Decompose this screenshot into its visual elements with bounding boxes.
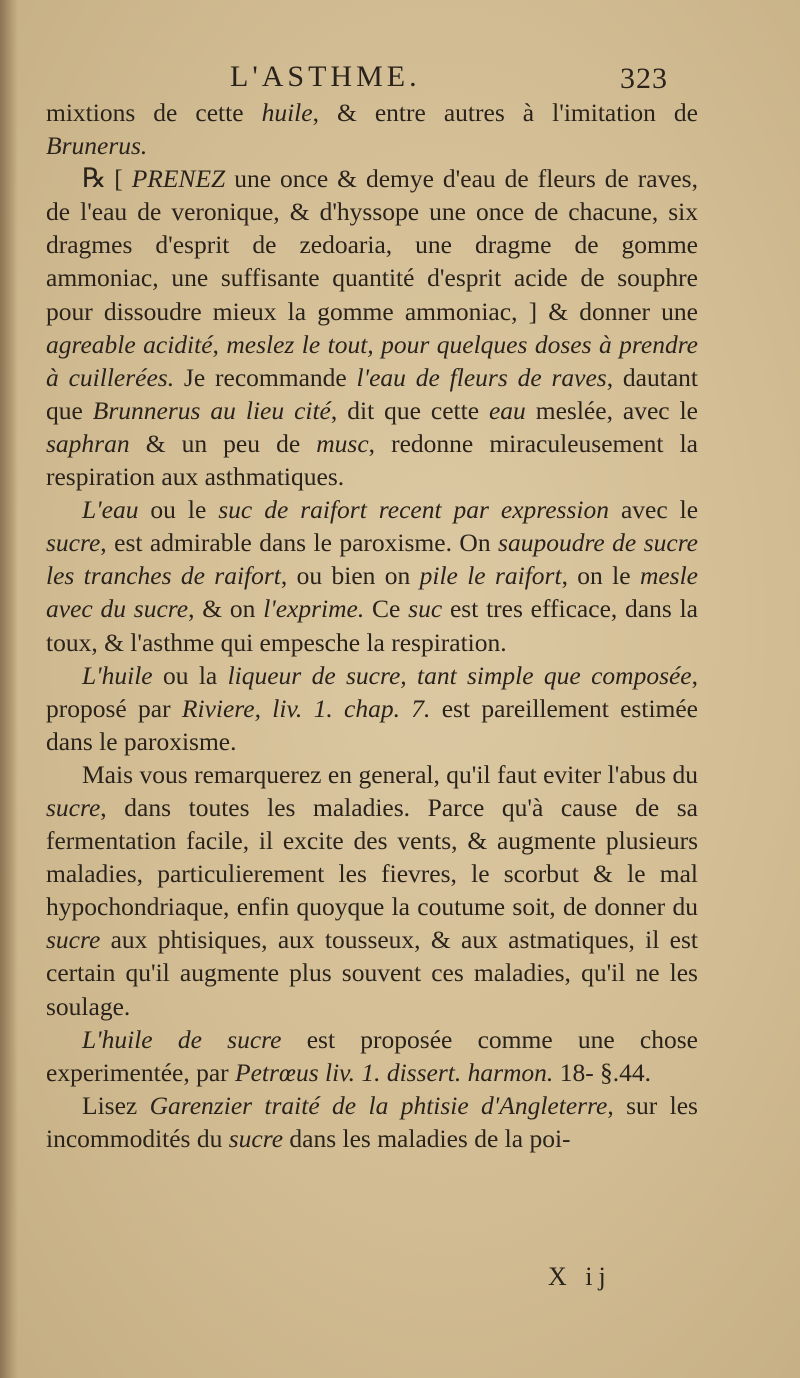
italic-run: PRENEZ [131, 164, 226, 194]
text-run: est pareillement estimée dans le paroxisme. [46, 693, 698, 756]
text-run: Lisez [82, 1090, 150, 1120]
text-run: ou le [138, 495, 219, 525]
signature-catchword: X ij [548, 1262, 612, 1291]
italic-run: Garenzier traité de la phtisie d'Angleterre [149, 1090, 608, 1120]
paragraph-1 [46, 96, 698, 162]
italic-run: musc [316, 428, 369, 458]
italic-run: L'huile de sucre [82, 1024, 282, 1054]
italic-run: Brunerus. [46, 131, 148, 161]
text-run: , & entre autres à l'imitation de [312, 98, 698, 127]
paragraph-6 [46, 1023, 698, 1089]
text-run: aux phtisiques, aux tousseux, & aux astmatiques, il est certain qu'il augmente plus souvent ces maladies, qu'il ne les soulage. [46, 925, 698, 1021]
italic-run: eau [488, 395, 526, 425]
text-run: , dit que cette [330, 395, 489, 425]
italic-run: pile le raifort [419, 561, 562, 591]
italic-run: saphran [46, 428, 130, 458]
italic-run: sucre [46, 528, 101, 558]
italic-run: sucre [46, 925, 101, 955]
paragraph-5 [46, 758, 698, 1023]
paragraph-7 [46, 1089, 698, 1155]
text-run: est tres efficace, dans la toux, & l'asthme qui empesche la respiration. [46, 594, 698, 657]
italic-run: suc [408, 594, 443, 624]
italic-run: Petrœus liv. 1. dissert. harmon. [235, 1057, 554, 1087]
italic-run: liqueur de sucre, tant simple que composée [227, 660, 692, 690]
text-run: meslée, avec le [525, 395, 698, 425]
text-run: Je recommande [174, 362, 357, 392]
text-run: [ [114, 164, 132, 194]
text-run: , dans toutes les maladies. Parce qu'à cause de sa fermentation facile, il excite des vents, & augmente plusieurs maladies, particulierement les fievres, le scorbut & le mal hypochondriaque, enfin quoyque la coutume soit, de donner du [46, 792, 698, 922]
page-body [46, 96, 698, 1155]
italic-run: sucre [228, 1123, 284, 1153]
text-run: Mais vous remarquerez en general, qu'il faut eviter l'abus du [82, 759, 698, 789]
recipe-symbol-icon: ℞ [82, 163, 107, 194]
italic-run: huile [261, 98, 313, 127]
italic-run: Riviere, liv. 1. chap. 7. [181, 693, 431, 723]
italic-run: l'exprime. [263, 594, 365, 624]
text-run: , dautant que [46, 362, 698, 425]
italic-run: Brunnerus au lieu cité [92, 395, 331, 425]
text-run: , on le [561, 561, 640, 591]
text-run: & un peu de [129, 428, 317, 458]
italic-run: saupoudre de sucre les tranches de raifort [46, 528, 698, 591]
page-binding-shadow [0, 0, 18, 1378]
running-title: L'ASTHME. [230, 60, 421, 93]
text-run: avec le [609, 495, 699, 525]
paragraph-4 [46, 659, 698, 758]
text-run: mixtions de cette [46, 98, 262, 127]
italic-run: L'eau [82, 495, 139, 525]
text-run: , & on [188, 594, 264, 624]
text-run: 18- §.44. [553, 1057, 652, 1087]
italic-run: l'eau de fleurs de raves [356, 362, 607, 392]
text-run: dans les maladies de la poi- [283, 1123, 571, 1153]
text-run: est proposée comme une chose experimentée, par [46, 1024, 698, 1087]
italic-run: mesle avec du sucre [46, 561, 698, 624]
text-run: , ou bien on [280, 561, 420, 591]
paragraph-2-recipe [46, 162, 698, 493]
italic-run: suc de raifort recent par expression [218, 495, 609, 525]
italic-run: L'huile [82, 660, 153, 690]
text-run: , proposé par [46, 660, 698, 723]
page-number: 323 [620, 62, 668, 95]
italic-run: sucre [46, 792, 101, 822]
italic-run: agreable acidité, meslez le tout, pour quelques doses à prendre à cuillerées. [46, 329, 698, 392]
text-run: , redonne miraculeusement la respiration aux asthmatiques. [46, 428, 698, 492]
text-run: , sur les incommodités du [46, 1090, 698, 1153]
text-run: , est admirable dans le paroxisme. On [100, 528, 499, 558]
text-run: une once & demye d'eau de fleurs de raves, de l'eau de veronique, & d'hyssope une once de chacune, six dragmes d'esprit de zedoaria, une dragme de gomme ammoniac, une suffisante quantité d'esprit acide de souphre pour dissoudre mieux la gomme ammoniac, ] & donner une [46, 164, 698, 326]
text-run: ou la [152, 660, 228, 690]
paragraph-3 [46, 493, 698, 658]
text-run: Ce [364, 594, 409, 624]
